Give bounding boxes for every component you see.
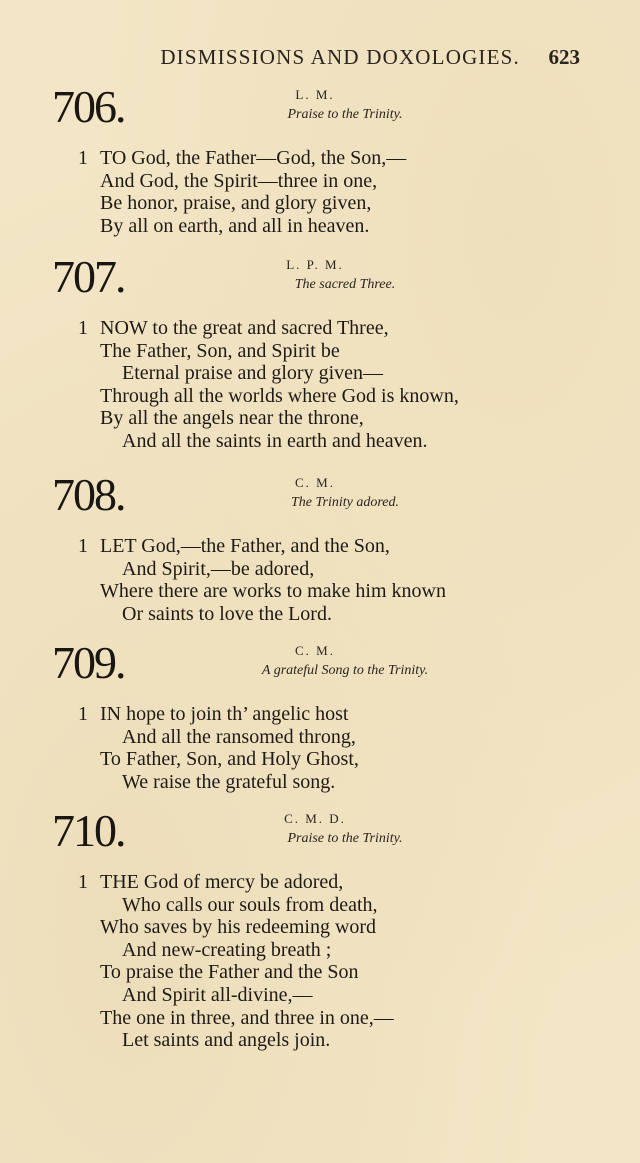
verse-line: 1 LET God,—the Father, and the Son, [78,535,390,557]
hymn-title: The sacred Three. [294,277,396,292]
verse-line: We raise the grateful song. [122,770,336,793]
verse-line: Let saints and angels join. [122,1029,331,1052]
verse-line: Eternal praise and glory given— [122,362,384,385]
verse-line: And Spirit,—be adored, [122,557,315,580]
hymn-number: 709. [52,637,125,688]
verse-line: Be honor, praise, and glory given, [100,192,372,215]
verse-line: By all the angels near the throne, [100,407,364,430]
hymn-meter: L. M. [295,87,335,102]
verse-line: 1 IN hope to join th’ angelic host [78,703,349,725]
stanza-number: 1 [78,535,88,557]
verse-line: To Father, Son, and Holy Ghost, [100,748,359,771]
hymn-number: 706. [52,81,125,132]
verse-line: The Father, Son, and Spirit be [100,339,340,362]
hymn-number: 710. [52,805,125,856]
hymn-number: 708. [52,469,125,520]
hymn-title: A grateful Song to the Trinity. [261,663,429,678]
verse-line: And all the ransomed throng, [122,725,356,748]
verse-line: Who calls our souls from death, [122,893,378,916]
running-head [0,45,640,75]
verse-line: And all the saints in earth and heaven. [122,429,428,452]
hymn-meter: C. M. D. [284,811,346,826]
stanza-number: 1 [78,317,88,339]
verse-line: Through all the worlds where God is known, [100,384,459,407]
verse-line: And Spirit all-divine,— [122,983,313,1006]
verse-line: 1 NOW to the great and sacred Three, [78,317,389,339]
stanza [78,317,598,453]
verse-line: To praise the Father and the Son [100,961,359,984]
verse-line: And God, the Spirit—three in one, [100,169,378,192]
hymn-meter: C. M. [295,643,335,658]
stanza-number: 1 [78,871,88,893]
hymn-title: The Trinity adored. [291,495,399,510]
stanza-number: 1 [78,147,88,169]
hymn-title: Praise to the Trinity. [287,831,403,846]
hymn-number: 707. [52,251,125,302]
stanza [78,871,598,1052]
verse-line: Who saves by his redeeming word [100,916,377,939]
stanza [78,535,598,625]
hymn-meter: C. M. [295,475,335,490]
running-title: DISMISSIONS AND DOXOLOGIES. [160,45,520,69]
hymn-meter: L. P. M. [286,257,344,272]
page-number: 623 [548,45,580,69]
verse-line: By all on earth, and all in heaven. [100,214,370,237]
verse-line: Or saints to love the Lord. [122,602,332,625]
stanza [78,147,598,237]
hymn-title: Praise to the Trinity. [287,107,403,122]
stanza-number: 1 [78,703,88,725]
verse-line: Where there are works to make him known [100,580,446,603]
verse-line: The one in three, and three in one,— [100,1006,394,1029]
verse-line: 1 TO God, the Father—God, the Son,— [78,147,407,169]
verse-line: And new-creating breath ; [122,938,332,961]
verse-line: 1 THE God of mercy be adored, [78,871,344,893]
stanza [78,703,598,793]
